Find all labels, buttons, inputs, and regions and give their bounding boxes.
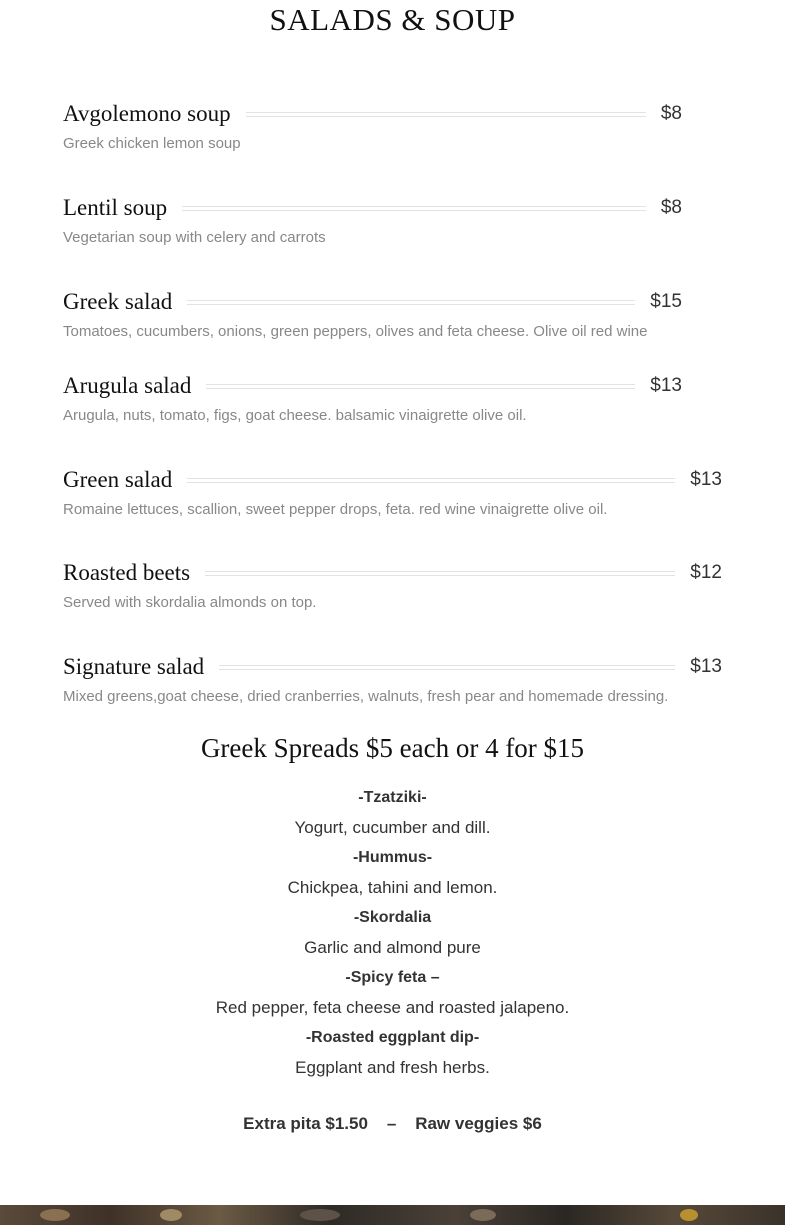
item-name: Avgolemono soup bbox=[63, 101, 231, 126]
footer-food-photo bbox=[0, 1205, 785, 1225]
item-price: $8 bbox=[660, 103, 682, 124]
dotted-leader-line bbox=[206, 384, 635, 389]
dotted-leader-line bbox=[205, 571, 675, 576]
item-name: Greek salad bbox=[63, 289, 173, 314]
item-name: Roasted beets bbox=[63, 560, 191, 585]
item-description: Romaine lettuces, scallion, sweet pepper drops, feta. red wine vinaigrette olive oil. bbox=[63, 501, 608, 518]
menu-item bbox=[63, 371, 682, 424]
item-description: Greek chicken lemon soup bbox=[63, 135, 241, 152]
menu-item bbox=[63, 287, 682, 340]
spread-name: -Roasted eggplant dip- bbox=[305, 1029, 480, 1046]
item-price: $15 bbox=[650, 291, 682, 312]
item-description: Arugula, nuts, tomato, figs, goat cheese. balsamic vinaigrette olive oil. bbox=[63, 407, 527, 424]
dotted-leader-line bbox=[187, 478, 675, 483]
item-name: Lentil soup bbox=[63, 195, 168, 220]
dotted-leader-line bbox=[182, 206, 646, 211]
spread-name: -Hummus- bbox=[352, 849, 433, 866]
menu-item bbox=[63, 465, 722, 518]
item-price: $12 bbox=[690, 562, 722, 583]
item-name: Signature salad bbox=[63, 654, 205, 679]
spreads-heading: Greek Spreads $5 each or 4 for $15 bbox=[200, 733, 585, 763]
menu-item bbox=[63, 652, 722, 705]
item-price: $13 bbox=[690, 469, 722, 490]
menu-item bbox=[63, 193, 682, 246]
spread-description: Yogurt, cucumber and dill. bbox=[294, 818, 491, 837]
extras-line bbox=[0, 1114, 785, 1134]
item-description: Mixed greens,goat cheese, dried cranberries, walnuts, fresh pear and homemade dressing. bbox=[63, 688, 669, 705]
spreads-list bbox=[0, 785, 785, 1085]
menu-item bbox=[63, 99, 682, 152]
item-price: $13 bbox=[690, 656, 722, 677]
spread-description: Eggplant and fresh herbs. bbox=[295, 1058, 490, 1077]
extras-separator: – bbox=[386, 1114, 397, 1133]
extras-spacer bbox=[368, 1114, 387, 1133]
dotted-leader-line bbox=[187, 300, 635, 305]
photo-detail bbox=[40, 1209, 70, 1221]
photo-detail bbox=[680, 1209, 698, 1221]
item-description: Served with skordalia almonds on top. bbox=[63, 594, 317, 611]
item-name: Arugula salad bbox=[63, 373, 192, 398]
page-title: SALADS & SOUP bbox=[269, 2, 516, 37]
spread-description: Garlic and almond pure bbox=[304, 938, 481, 957]
item-description: Tomatoes, cucumbers, onions, green peppers, olives and feta cheese. Olive oil red wine bbox=[63, 323, 648, 340]
dotted-leader-line bbox=[219, 665, 675, 670]
photo-detail bbox=[160, 1209, 182, 1221]
item-price: $13 bbox=[650, 375, 682, 396]
spread-name: -Spicy feta – bbox=[345, 969, 440, 986]
item-description: Vegetarian soup with celery and carrots bbox=[63, 229, 326, 246]
photo-detail bbox=[470, 1209, 496, 1221]
item-name: Green salad bbox=[63, 467, 173, 492]
extra-pita-price: Extra pita $1.50 bbox=[243, 1114, 368, 1133]
raw-veggies-price: Raw veggies $6 bbox=[415, 1114, 542, 1133]
item-price: $8 bbox=[660, 197, 682, 218]
spread-name: -Skordalia bbox=[353, 909, 432, 926]
spread-name: -Tzatziki- bbox=[358, 789, 427, 806]
menu-item bbox=[63, 558, 722, 611]
extras-spacer bbox=[396, 1114, 415, 1133]
spread-description: Red pepper, feta cheese and roasted jalapeno. bbox=[215, 998, 570, 1017]
photo-detail bbox=[300, 1209, 340, 1221]
dotted-leader-line bbox=[246, 112, 646, 117]
spread-description: Chickpea, tahini and lemon. bbox=[287, 878, 498, 897]
